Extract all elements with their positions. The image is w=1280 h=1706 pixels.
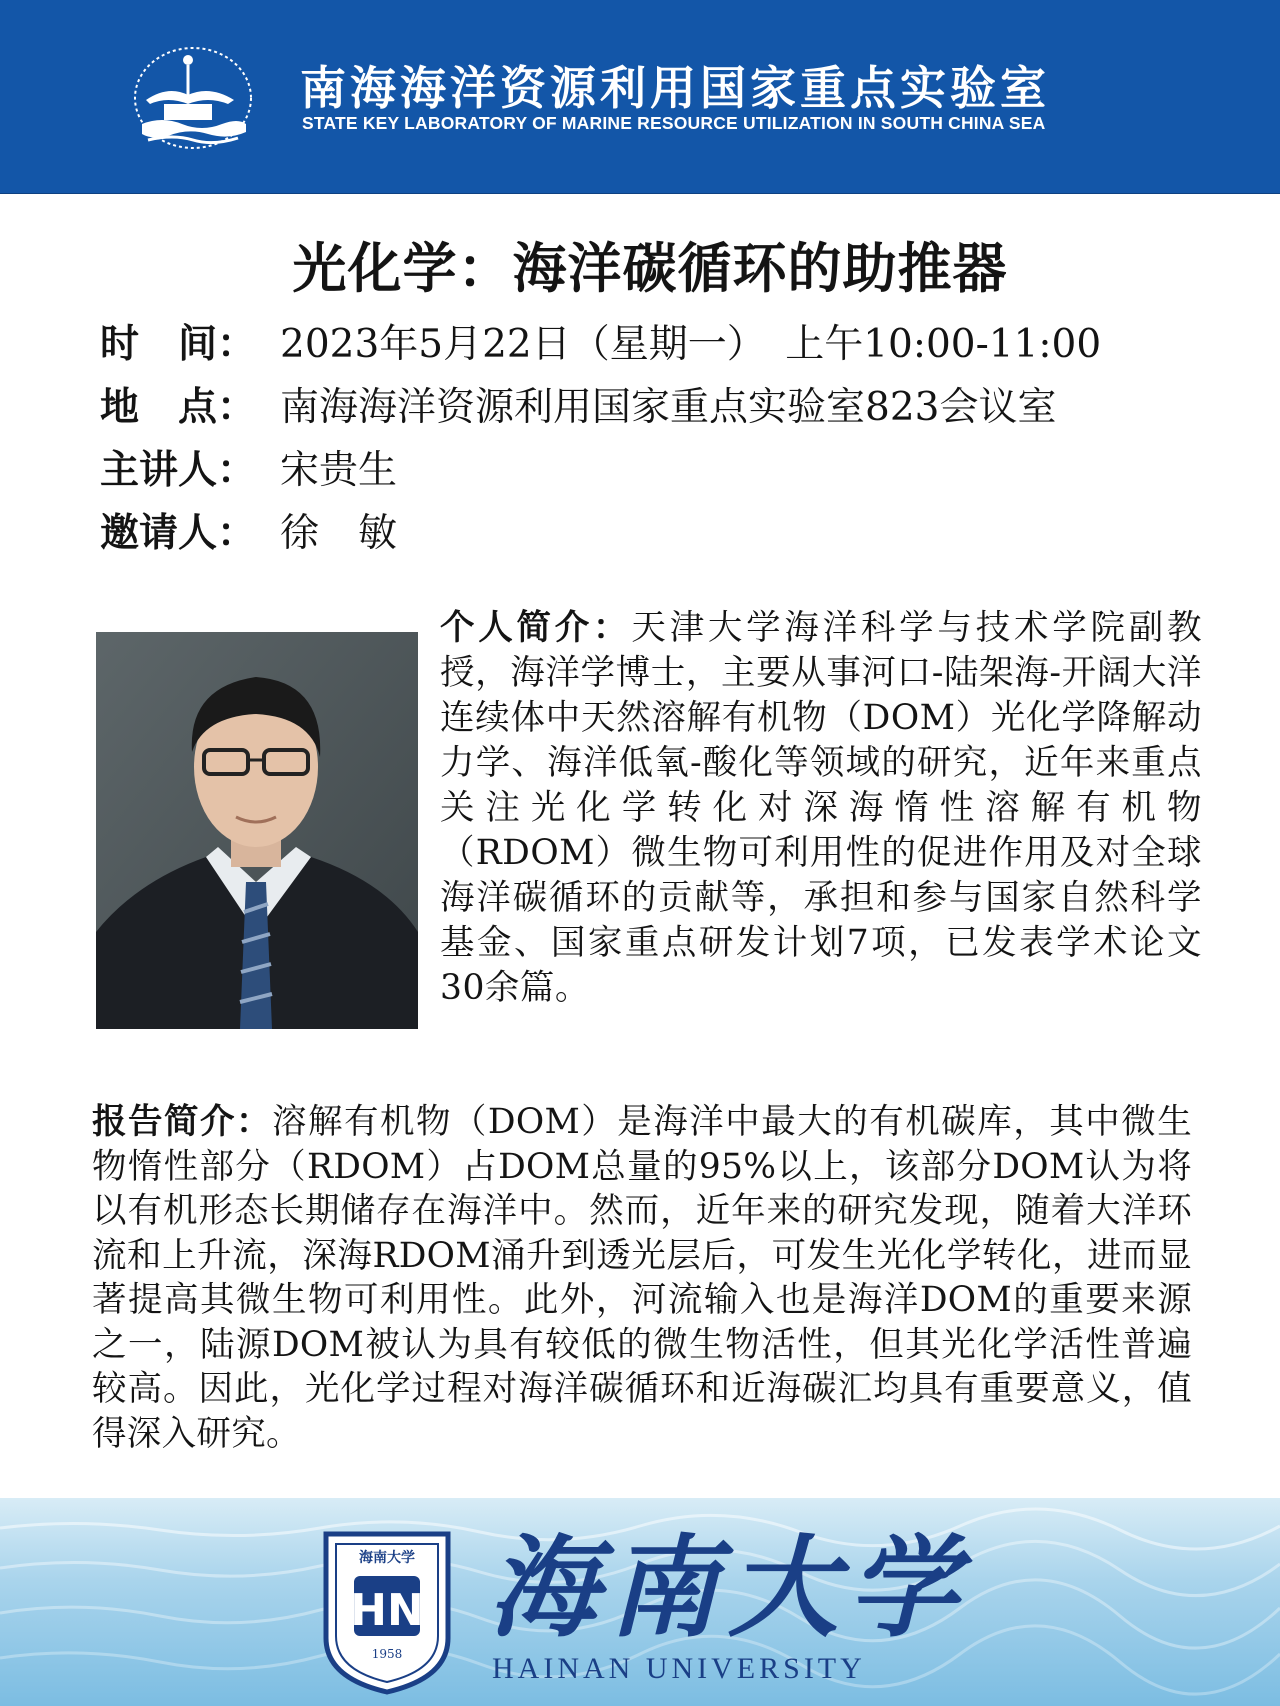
lab-name-en: STATE KEY LABORATORY OF MARINE RESOURCE UTILIZATION IN SOUTH CHINA SEA [302, 113, 1046, 133]
speaker-label: 主讲人： [100, 448, 257, 493]
header-banner [0, 0, 1280, 194]
lab-pavilion-logo-icon [128, 40, 258, 152]
bio-text: 天津大学海洋科学与技术学院副教授，海洋学博士，主要从事河口-陆架海-开阔大洋连续体中天然溶解有机物（DOM）光化学降解动力学、海洋低氧-酸化等领域的研究，近年来重点关注光化学转化对深海惰性溶解有机物（RDOM）微生物可利用性的促进作用及对全球海洋碳循环的贡献等，承担和参与国家自然科学基金、国家重点研发计划7项，已发表学术论文30余篇。 [440, 608, 1203, 1008]
inviter-label: 邀请人： [100, 511, 257, 556]
report-summary [92, 1100, 1192, 1456]
speaker-value: 宋贵生 [280, 448, 398, 493]
university-name-cn: 海南大学 [488, 1523, 968, 1652]
speaker-row [100, 448, 1101, 511]
hainan-university-seal-icon [318, 1528, 456, 1696]
speaker-photo [96, 632, 418, 1029]
report-label: 报告简介： [92, 1102, 272, 1142]
time-value: 2023年5月22日（星期一） 上午10:00-11:00 [280, 322, 1102, 367]
bio-label: 个人简介： [440, 608, 632, 648]
time-row [100, 322, 1101, 385]
time-label: 时 间： [100, 322, 257, 367]
place-value: 南海海洋资源利用国家重点实验室823会议室 [280, 385, 1057, 430]
place-row [100, 385, 1101, 448]
report-text: 溶解有机物（DOM）是海洋中最大的有机碳库，其中微生物惰性部分（RDOM）占DOM总量的95%以上，该部分DOM认为将以有机形态长期储存在海洋中。然而，近年来的研究发现，随着大洋环流和上升流，深海RDOM涌升到透光层后，可发生光化学转化，进而显著提高其微生物可利用性。此外，河流输入也是海洋DOM的重要来源之一，陆源DOM被认为具有较低的微生物活性，但其光化学活性普遍较高。因此，光化学过程对海洋碳循环和近海碳汇均具有重要意义，值得深入研究。 [92, 1102, 1192, 1454]
lab-name-cn: 南海海洋资源利用国家重点实验室 [300, 61, 1050, 115]
inviter-value: 徐 敏 [280, 511, 398, 556]
svg-text:HN: HN [350, 1585, 424, 1636]
seal-year: 1958 [371, 1647, 403, 1661]
inviter-row [100, 511, 1101, 574]
place-label: 地 点： [100, 385, 257, 430]
university-name-en: HAINAN UNIVERSITY [492, 1652, 866, 1685]
speaker-bio [440, 606, 1202, 1011]
seal-top-text: 海南大学 [359, 1550, 415, 1566]
lecture-title: 光化学：海洋碳循环的助推器 [292, 237, 1008, 300]
lecture-meta [100, 322, 1101, 574]
